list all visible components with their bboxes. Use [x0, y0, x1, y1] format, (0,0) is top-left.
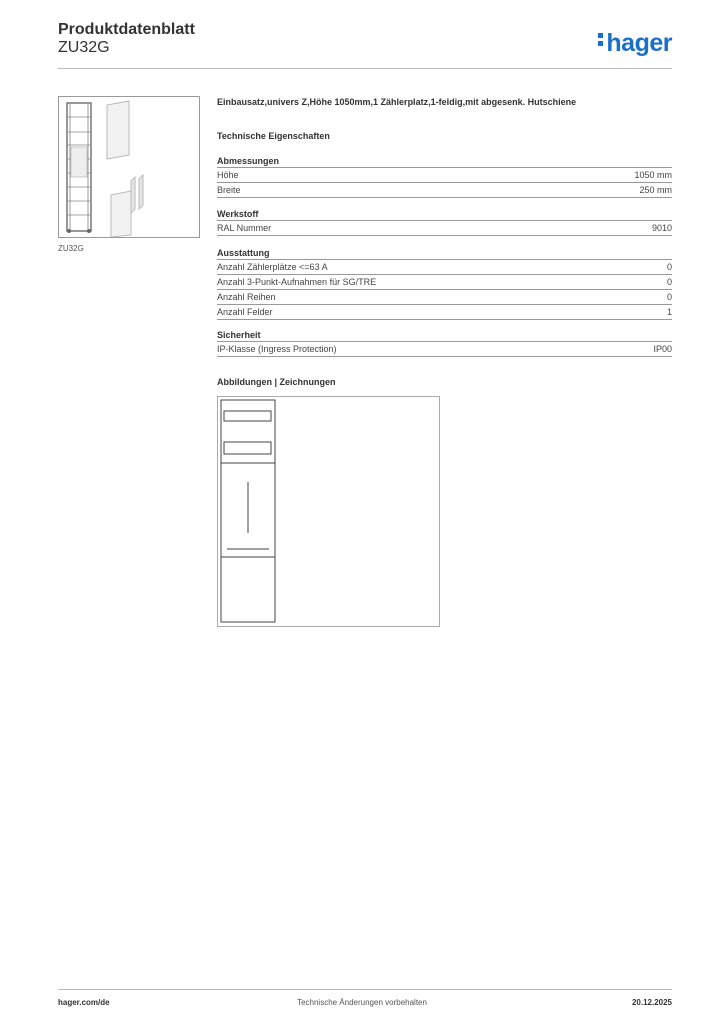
image-caption: ZU32G	[58, 244, 84, 253]
table-row	[217, 275, 672, 290]
header-divider	[58, 68, 672, 69]
row-value: 1	[666, 307, 672, 317]
logo-dots-icon	[598, 29, 604, 49]
table-row	[217, 221, 672, 236]
hager-logo	[598, 29, 672, 58]
product-photo-icon	[59, 97, 199, 237]
table-row	[217, 305, 672, 320]
row-value: 1050 mm	[634, 170, 672, 180]
section-sicherheit	[217, 330, 672, 357]
footer-date: 20.12.2025	[631, 998, 672, 1007]
row-label: Anzahl Reihen	[217, 292, 276, 302]
row-value: 0	[666, 262, 672, 272]
row-label: Anzahl 3-Punkt-Aufnahmen für SG/TRE	[217, 277, 377, 287]
drawing-schematic-icon	[218, 397, 439, 626]
section-ausstattung	[217, 248, 672, 320]
row-label: RAL Nummer	[217, 223, 272, 233]
footer-notice: Technische Änderungen vorbehalten	[297, 998, 427, 1007]
product-image	[58, 96, 200, 238]
row-value: 9010	[651, 223, 672, 233]
product-description: Einbausatz,univers Z,Höhe 1050mm,1 Zählerplatz,1-feldig,mit abgesenk. Hutschiene	[217, 97, 577, 107]
section-title: Ausstattung	[217, 248, 672, 260]
section-abmessungen	[217, 156, 672, 198]
row-label: Breite	[217, 185, 241, 195]
row-value: 250 mm	[639, 185, 672, 195]
tech-properties-heading: Technische Eigenschaften	[217, 131, 330, 141]
table-row	[217, 342, 672, 357]
product-code: ZU32G	[58, 39, 110, 56]
row-label: IP-Klasse (Ingress Protection)	[217, 344, 337, 354]
row-value: 0	[666, 292, 672, 302]
table-row	[217, 290, 672, 305]
row-value: IP00	[653, 344, 672, 354]
footer-divider	[58, 989, 672, 990]
technical-drawing	[217, 396, 440, 627]
row-value: 0	[666, 277, 672, 287]
logo-text: hager	[606, 29, 672, 57]
section-title: Sicherheit	[217, 330, 672, 342]
section-title: Abmessungen	[217, 156, 672, 168]
section-title: Werkstoff	[217, 209, 672, 221]
page-title: Produktdatenblatt	[58, 21, 195, 38]
row-label: Anzahl Zählerplätze <=63 A	[217, 262, 328, 272]
footer-website: hager.com/de	[58, 998, 110, 1007]
table-row	[217, 260, 672, 275]
table-row	[217, 168, 672, 183]
table-row	[217, 183, 672, 198]
row-label: Anzahl Felder	[217, 307, 273, 317]
row-label: Höhe	[217, 170, 239, 180]
section-werkstoff	[217, 209, 672, 236]
figures-heading: Abbildungen | Zeichnungen	[217, 377, 336, 387]
